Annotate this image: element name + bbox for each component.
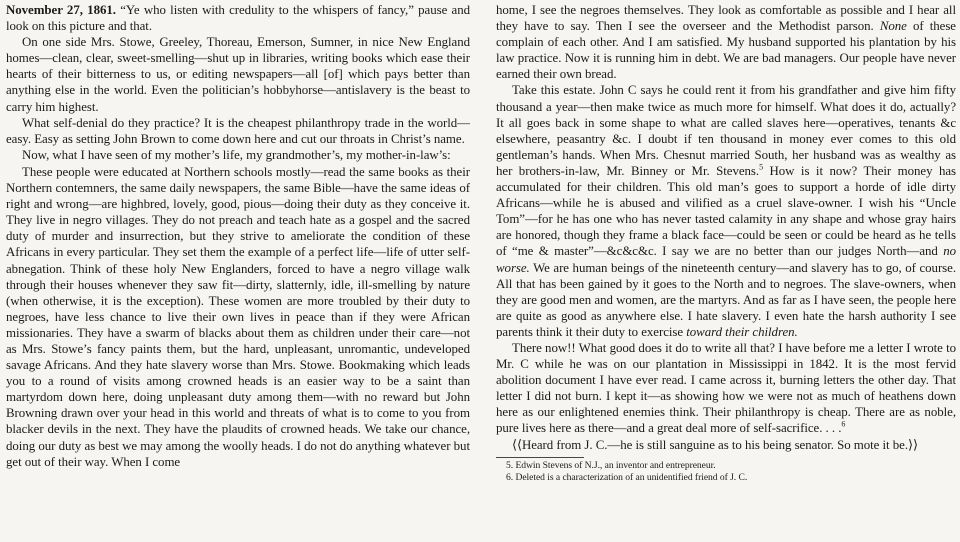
paragraph: On one side Mrs. Stowe, Greeley, Thoreau, Emerson, Sumner, in nice New England homes—clean, clear, sweet-smelling—shut up in libraries, writing books which ease their hearts of their bitterness to us, or editing newspapers—all [of] which pays better than anything else in the world. Even the politician’s hobbyhorse—antislavery is the beast to carry him highest. — [6, 35, 470, 114]
text-run: There now!! What good does it do to write all that? I have before me a letter I wrote to Mr. C while he was on our plantation in Mississippi in 1842. It is the most fervid abolition document I have ever read. I came across it, burning letters the other day. That letter I did not burn. I kept it—as showing how we were not as much of heathens down here as our enlightened enemies think. Their philanthropy is cheap. There are as noble, pure lives here as there—and a great deal more of self-sacrifice. . . . — [496, 340, 956, 436]
paragraph — [496, 340, 956, 437]
paragraph: Now, what I have seen of my mother’s life, my grandmother’s, my mother-in-law’s: — [22, 147, 451, 162]
footnote: 6. Deleted is a characterization of an unidentified friend of J. C. — [506, 471, 748, 483]
footnote-rule — [496, 457, 584, 458]
text-run: We are human beings of the nineteenth century—and slavery has to go, of course. All that has been gained by it goes to the North and to negroes. The slave-owners, when they are good men and women, are the martyrs. And as far as I have seen, the people here are quite as good as anywhere else. I hate slavery. I even hate the harsh authority I see parents think it their duty to exercise — [496, 260, 956, 339]
left-column — [6, 2, 470, 470]
text-run: home, I see the negroes themselves. They look as comfortable as possible and I hear all they have to say. Then I see the overseer and the Methodist parson. — [496, 3, 956, 34]
paragraph: What self-denial do they practice? It is the cheapest philanthropy trade in the world—easy. Easy as setting John Brown to come down here and cut our throats in Christ’s name. — [6, 115, 470, 146]
footnote-ref: 6 — [841, 420, 846, 430]
paragraph: These people were educated at Northern schools mostly—read the same books as their Northern contemners, the same daily newspapers, the same Bible—have the same ideas of right and wrong—are highbred, lovely, good, pious—doing their duty as they conceive it. They live in negro villages. They do not preach and teach hate as a gospel and the sacred duty of murder and insurrection, but they strive to ameliorate the condition of these Africans in every particular. They set them the example of a perfect life—life of utter self-abnegation. Think of these holy New Englanders, forced to have a negro village walk through their houses whenever they saw fit—dirty, slatternly, idle, ill-smelling by nature (when otherwise, it is the exception). These women are more troubled by their duty to negroes, have less chance to live their own lives in peace than if they were African missionaries. They have a swarm of blacks about them as children under their care—not as Mrs. Stowe’s fancy paints them, but the hard, unpleasant, unromantic, undeveloped savage Africans. And they hate slavery worse than Mrs. Stowe. Bookmaking which leads you to a round of visits among crowned heads is an easier way to be a saint than martyrdom down here, doing unpleasant duty among them—with no reward but John Browning drawn over your head in this world and threats of what is to come to you from blacker devils in the next. They have the plaudits of crowned heads. We take our chance, doing our duty as best we may among the woolly heads. I do not do anything whatever but get out of their way. When I come — [6, 164, 470, 469]
right-column — [496, 2, 956, 484]
entry-opening-paragraph — [6, 2, 470, 34]
footnote: 5. Edwin Stevens of N.J., an inventor and entrepreneur. — [506, 459, 716, 471]
paragraph — [496, 82, 956, 340]
emphasis: no worse. — [496, 244, 956, 275]
emphasis: toward their children. — [686, 324, 798, 339]
footnote-ref: 5 — [759, 162, 764, 172]
paragraph: ⟨⟨Heard from J. C.—he is still sanguine as to his being senator. So mote it be.⟩⟩ — [512, 437, 918, 452]
entry-date: November 27, 1861. — [6, 3, 116, 17]
emphasis: None — [879, 19, 907, 34]
text-run: Take this estate. John C says he could rent it from his grandfather and give him fifty thousand a year—then make twice as much more for himself. What does it do, actually? It all goes back in some shape to what are called slaves here—operatives, tenants &c elsewhere, peasantry &c. I doubt if ten thousand in money ever comes to this old gentleman’s hands. When Mrs. Chesnut married South, her husband was as wealthy as her brothers-in-law, Mr. Binney or Mr. Stevens. — [496, 83, 956, 178]
opening-text: “Ye who listen with credulity to the whispers of fancy,” pause and look on this picture and that. — [6, 3, 470, 34]
continued-paragraph — [496, 2, 956, 82]
text-run: How is it now? Their money has accumulated for their children. This old man’s goes to support a horde of idle dirty Africans—while he is abused and vilified as a cruel slave-owner. I wish his “Uncle Tom”—for he has one who has never tasted calamity in any shape and whose gray hairs are honored, though they frame a black face—could be seen or could be heard as he tells of “me & master”—&c&c&c. I say we are no better than our judges North—and — [496, 163, 956, 259]
text-run: of these complain of each other. And I am satisfied. My husband supported his plantation by his law practice. Now it is running him in debt. We are bad managers. Our people have never earned their own bread. — [496, 19, 956, 82]
